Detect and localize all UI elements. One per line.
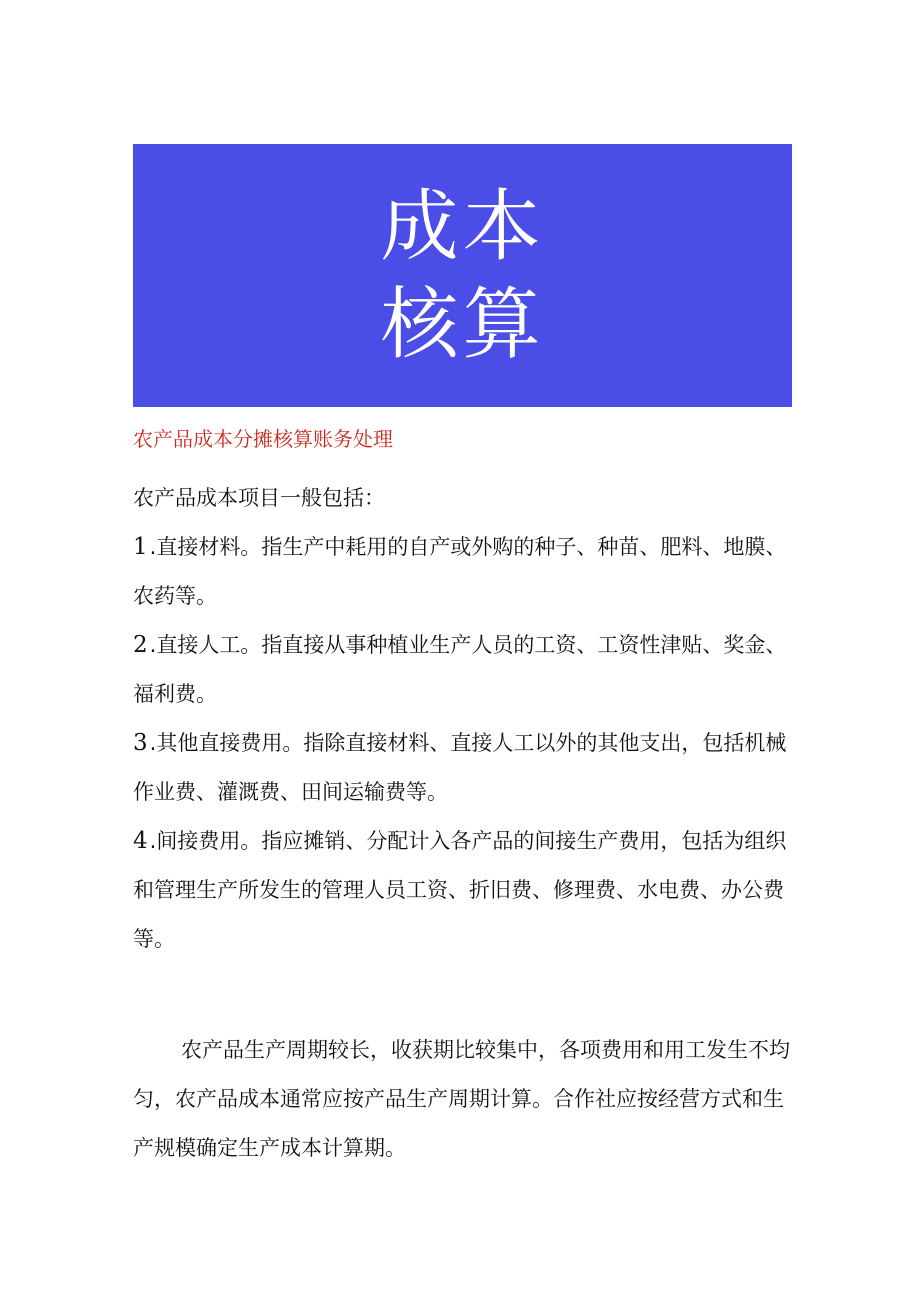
list-item	[133, 523, 798, 621]
section-subtitle: 农产品成本分摊核算账务处理	[133, 427, 393, 451]
list-item-text: .其他直接费用。指除直接材料、直接人工以外的其他支出，包括机械作业费、灌溉费、田间运输费等。	[133, 731, 787, 804]
list-item-text: .直接人工。指直接从事种植业生产人员的工资、工资性津贴、奖金、福利费。	[133, 633, 787, 706]
list-item-number: 3	[133, 730, 148, 756]
list-item-number: 2	[133, 632, 148, 658]
list-item	[133, 621, 798, 719]
paragraph-spacer	[133, 964, 798, 1026]
list-item-text: .直接材料。指生产中耗用的自产或外购的种子、种苗、肥料、地膜、农药等。	[133, 535, 787, 608]
title-banner	[133, 144, 792, 407]
list-item	[133, 719, 798, 817]
list-item-number: 1	[133, 534, 148, 560]
body-paragraph: 农产品生产周期较长，收获期比较集中，各项费用和用工发生不均匀，农产品成本通常应按产品生产周期计算。合作社应按经营方式和生产规模确定生产成本计算期。	[133, 1038, 790, 1160]
list-item-number: 4	[133, 828, 148, 854]
intro-text: 农产品成本项目一般包括：	[133, 486, 385, 510]
list-item	[133, 817, 798, 964]
banner-title-line-2: 核算	[380, 279, 545, 370]
banner-title-line-1: 成本	[380, 181, 545, 272]
list-item-text: .间接费用。指应摊销、分配计入各产品的间接生产费用，包括为组织和管理生产所发生的管理人员工资、折旧费、修理费、水电费、办公费等。	[133, 829, 787, 951]
document-body	[133, 474, 798, 1173]
